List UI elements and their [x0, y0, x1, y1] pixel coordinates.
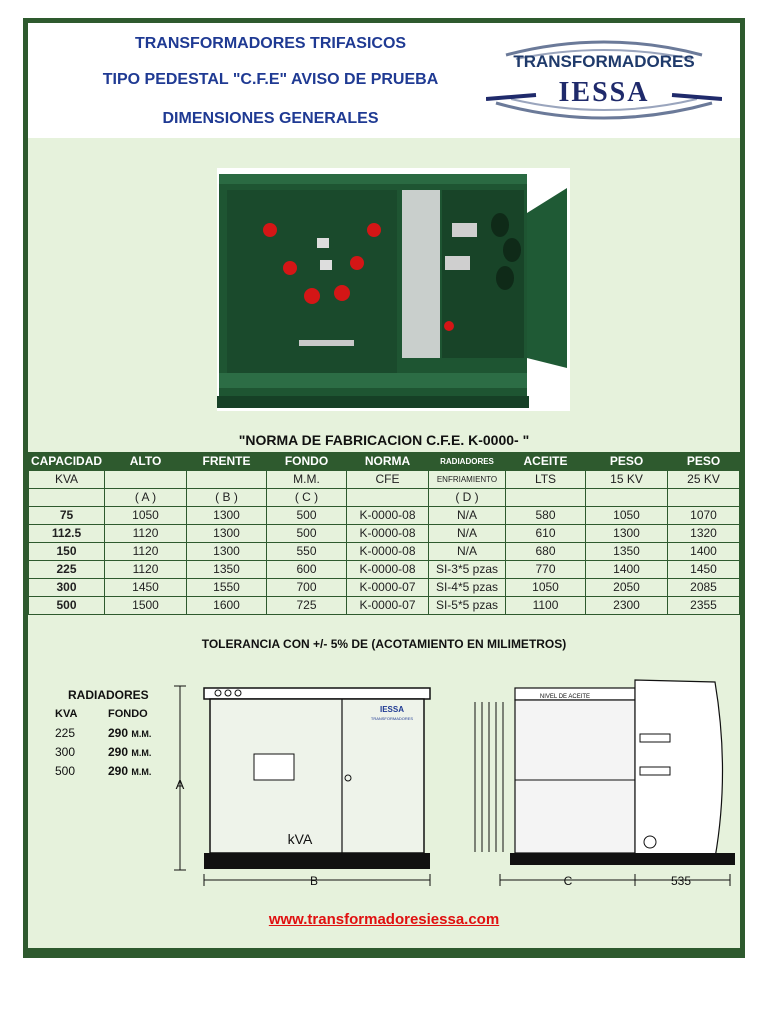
table-cell: 550 — [267, 543, 347, 561]
table-cell: 1450 — [105, 579, 187, 597]
kva-label: kVA — [287, 831, 313, 847]
table-subheader-row — [29, 489, 740, 507]
bushing-icon — [350, 256, 364, 270]
table-cell: 680 — [506, 543, 586, 561]
table-cell: 1050 — [586, 507, 668, 525]
dim-label-a: A — [175, 777, 185, 792]
table-cell: 1300 — [187, 507, 267, 525]
table-cell: ENFRIAMIENTO — [429, 471, 506, 489]
table-cell: 1120 — [105, 561, 187, 579]
table-cell: 1100 — [506, 597, 586, 615]
table-cell: 1050 — [506, 579, 586, 597]
table-cell: 2355 — [668, 597, 740, 615]
table-cell: K-0000-08 — [347, 543, 429, 561]
table-cell: N/A — [429, 507, 506, 525]
table-cell: 580 — [506, 507, 586, 525]
table-cell: 112.5 — [29, 525, 105, 543]
radiadores-fondo-value: 290 — [108, 726, 129, 740]
plate-brand: IESSA — [379, 705, 405, 714]
table-cell: 725 — [267, 597, 347, 615]
radiadores-kva-header: KVA — [55, 708, 78, 720]
table-cell: N/A — [429, 525, 506, 543]
table-cell: 225 — [29, 561, 105, 579]
table-cell: 2085 — [668, 579, 740, 597]
table-cell: 15 KV — [586, 471, 668, 489]
dimension-drawing — [170, 672, 742, 894]
table-cell: K-0000-07 — [347, 579, 429, 597]
dim-label-535: 535 — [670, 874, 692, 888]
col-header: PESO — [668, 453, 740, 471]
transformer-photo — [217, 168, 570, 411]
table-cell: 770 — [506, 561, 586, 579]
radiadores-fondo — [108, 726, 151, 740]
radiadores-kva: 300 — [55, 745, 76, 759]
dim-label-b: B — [309, 874, 319, 888]
table-cell: 1600 — [187, 597, 267, 615]
table-row — [29, 507, 740, 525]
table-cell: 1500 — [105, 597, 187, 615]
logo-top-text: TRANSFORMADORES — [513, 52, 695, 71]
table-cell: 1550 — [187, 579, 267, 597]
table-cell: CFE — [347, 471, 429, 489]
table-cell: SI-4*5 pzas — [429, 579, 506, 597]
bushing-icon — [283, 261, 297, 275]
col-header: ALTO — [105, 453, 187, 471]
radiadores-unit: M.M. — [131, 748, 152, 758]
tolerance-note: TOLERANCIA CON +/- 5% DE (ACOTAMIENTO EN MILIMETROS) — [201, 637, 567, 651]
col-header: PESO — [586, 453, 668, 471]
radiadores-fondo — [108, 764, 151, 778]
table-cell: 1350 — [187, 561, 267, 579]
table-cell: 1050 — [105, 507, 187, 525]
col-header: RADIADORES — [429, 453, 506, 471]
col-header: FRENTE — [187, 453, 267, 471]
table-cell: M.M. — [267, 471, 347, 489]
table-header-row — [29, 453, 740, 471]
title-line-1: TRANSFORMADORES TRIFASICOS — [134, 35, 407, 52]
table-cell: K-0000-08 — [347, 561, 429, 579]
title-line-3: DIMENSIONES GENERALES — [162, 110, 379, 127]
table-cell: K-0000-08 — [347, 525, 429, 543]
table-cell: 1070 — [668, 507, 740, 525]
col-header: FONDO — [267, 453, 347, 471]
radiadores-kva: 225 — [55, 726, 76, 740]
radiadores-fondo-value: 290 — [108, 745, 129, 759]
table-cell — [105, 471, 187, 489]
table-cell: ( A ) — [105, 489, 187, 507]
iessa-logo — [486, 33, 722, 128]
title-line-2: TIPO PEDESTAL "C.F.E" AVISO DE PRUEBA — [102, 71, 439, 88]
radiadores-kva: 500 — [55, 764, 76, 778]
table-cell: 300 — [29, 579, 105, 597]
table-cell: 1120 — [105, 543, 187, 561]
table-cell: 1400 — [668, 543, 740, 561]
table-cell — [506, 489, 586, 507]
table-cell: KVA — [29, 471, 105, 489]
logo-bottom-text: IESSA — [558, 77, 650, 108]
col-header: ACEITE — [506, 453, 586, 471]
table-row — [29, 561, 740, 579]
radiadores-fondo — [108, 745, 151, 759]
bushing-icon — [334, 285, 350, 301]
table-cell — [29, 489, 105, 507]
bottom-bar — [23, 948, 745, 958]
plate-sub: TRANSFORMADORES — [370, 716, 414, 721]
table-cell: 1320 — [668, 525, 740, 543]
table-cell: 75 — [29, 507, 105, 525]
table-cell: N/A — [429, 543, 506, 561]
table-cell: 1350 — [586, 543, 668, 561]
bushing-icon — [304, 288, 320, 304]
table-cell: 610 — [506, 525, 586, 543]
dim-label-c: C — [563, 874, 573, 888]
table-cell: 1300 — [187, 543, 267, 561]
table-cell: 1300 — [586, 525, 668, 543]
table-cell — [187, 471, 267, 489]
col-header: CAPACIDAD — [29, 453, 105, 471]
table-cell: K-0000-08 — [347, 507, 429, 525]
table-cell: 1120 — [105, 525, 187, 543]
table-row — [29, 597, 740, 615]
radiadores-unit: M.M. — [131, 767, 152, 777]
col-header: NORMA — [347, 453, 429, 471]
bushing-icon — [367, 223, 381, 237]
table-cell — [668, 489, 740, 507]
table-cell: 2300 — [586, 597, 668, 615]
table-cell: 1300 — [187, 525, 267, 543]
nivel-aceite-label: NIVEL DE ACEITE — [539, 694, 591, 700]
table-cell: K-0000-07 — [347, 597, 429, 615]
table-cell: 1450 — [668, 561, 740, 579]
table-cell: ( C ) — [267, 489, 347, 507]
table-cell: ( D ) — [429, 489, 506, 507]
table-cell: 2050 — [586, 579, 668, 597]
table-cell: 1400 — [586, 561, 668, 579]
table-cell: LTS — [506, 471, 586, 489]
table-cell — [586, 489, 668, 507]
table-subheader-row — [29, 471, 740, 489]
table-cell: 25 KV — [668, 471, 740, 489]
radiadores-fondo-value: 290 — [108, 764, 129, 778]
table-cell — [347, 489, 429, 507]
table-cell: 500 — [29, 597, 105, 615]
table-row — [29, 543, 740, 561]
website-link[interactable]: www.transformadoresiessa.com — [268, 911, 500, 928]
table-cell: 600 — [267, 561, 347, 579]
radiadores-title: RADIADORES — [68, 688, 149, 702]
radiadores-fondo-header: FONDO — [108, 708, 148, 720]
table-cell: 150 — [29, 543, 105, 561]
table-cell: ( B ) — [187, 489, 267, 507]
table-cell: 500 — [267, 507, 347, 525]
table-cell: 500 — [267, 525, 347, 543]
radiadores-unit: M.M. — [131, 729, 152, 739]
table-row — [29, 525, 740, 543]
bushing-icon — [263, 223, 277, 237]
table-cell: SI-3*5 pzas — [429, 561, 506, 579]
table-cell: SI-5*5 pzas — [429, 597, 506, 615]
table-row — [29, 579, 740, 597]
spec-table — [28, 452, 740, 615]
norma-title: "NORMA DE FABRICACION C.F.E. K-0000- " — [238, 432, 530, 448]
table-cell: 700 — [267, 579, 347, 597]
